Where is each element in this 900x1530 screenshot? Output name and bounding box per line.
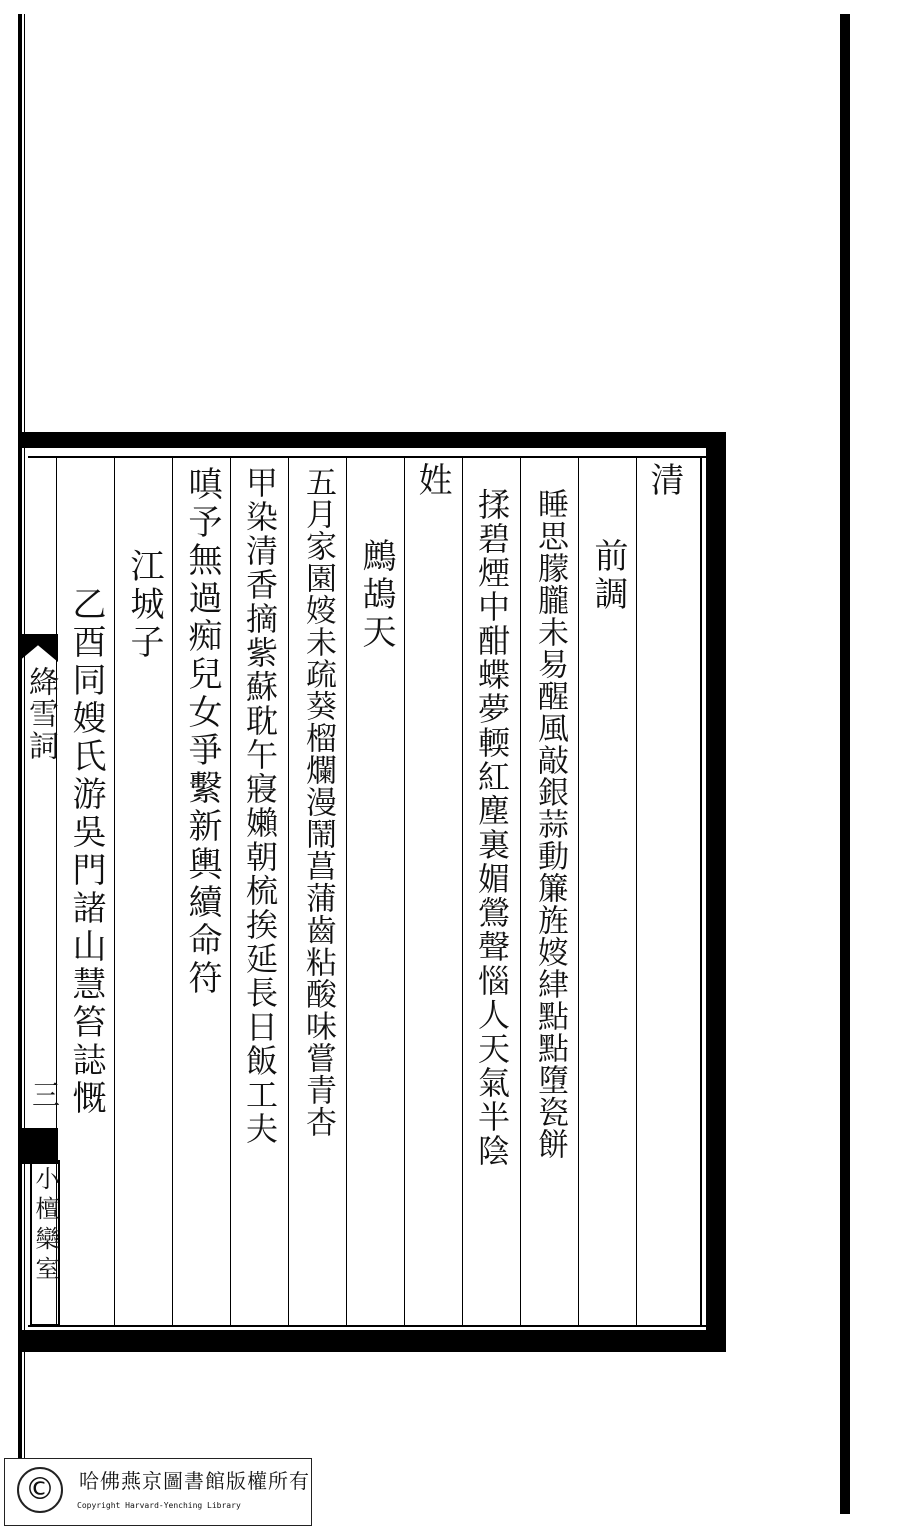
margin-page-number: 三 [28,1080,61,1110]
column-rule [578,456,579,1326]
frame-inner-bottom [28,1325,718,1327]
text-column-8: 甲染清香摘紫蘇耽午寢嬾朝梳挨延長日飯工夫 [241,466,279,1146]
column-rule [230,456,231,1326]
text-column-9: 嗔予無過痴兒女爭繫新輿續命符 [182,466,222,998]
text-column-7: 五月家園㛮未疏葵榴爛漫鬧菖蒲齒粘酸味嘗青杏 [300,466,336,1138]
text-column-6: 鷓鴣天 [356,538,396,652]
text-column-4: 揉碧煙中酣蝶夢輭紅塵裏媚鶯聲惱人天氣半陰 [473,488,511,1168]
copyright-stamp [4,1458,312,1526]
column-rule [520,456,521,1326]
frame-inner-top [28,456,718,458]
column-rule [346,456,347,1326]
copyright-english: Copyright Harvard-Yenching Library [77,1501,241,1510]
margin-block [18,1128,58,1164]
frame-inner-right [700,456,702,1326]
text-column-5: 姓 [412,462,452,500]
column-rule [114,456,115,1326]
column-rule [172,456,173,1326]
text-column-11: 乙酉同嫂氏游吳門諸山慧笞誌慨 [66,586,106,1118]
margin-studio: 小檀欒室 [31,1166,59,1286]
right-page-edge [840,14,850,1514]
copyright-symbol: © [17,1467,63,1513]
text-column-10: 江城子 [124,548,164,662]
text-column-1: 清 [644,462,684,500]
column-rule [636,456,637,1326]
text-column-2: 前調 [588,538,628,614]
text-column-3: 睡思朦朧未易醒風敲銀蒜動簾旌㛮䋖點點墮瓷餅 [532,488,568,1160]
copyright-chinese: 哈佛燕京圖書館版權所有 [79,1469,310,1493]
column-rule [404,456,405,1326]
column-rule [288,456,289,1326]
column-rule [462,456,463,1326]
margin-title: 絳雪詞 [23,666,58,762]
